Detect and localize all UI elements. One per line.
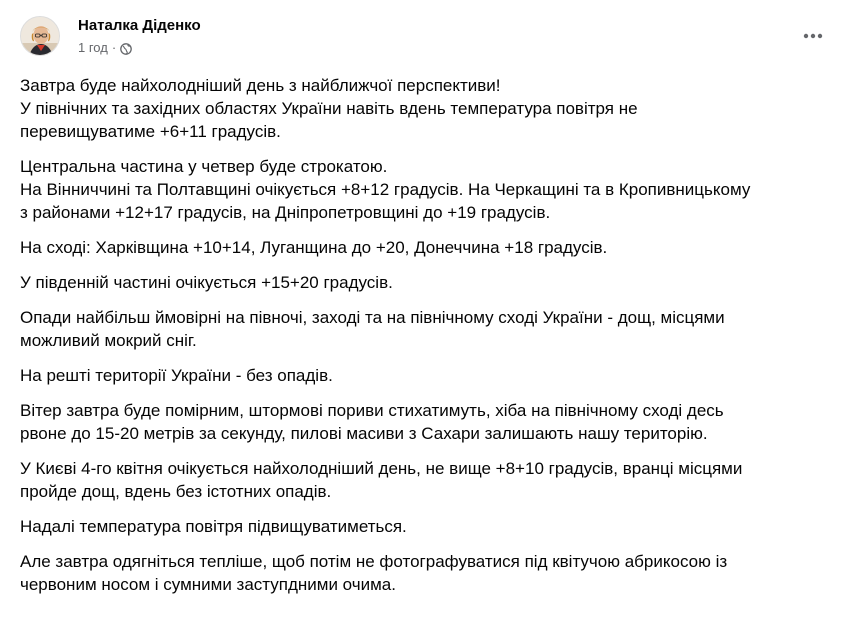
paragraph bbox=[20, 271, 840, 294]
avatar[interactable] bbox=[20, 16, 60, 56]
paragraph bbox=[20, 399, 840, 445]
text-line: На сході: Харківщина +10+14, Луганщина до +20, Донеччина +18 градусів. bbox=[20, 238, 608, 257]
paragraph bbox=[20, 74, 840, 143]
text-line: пройде дощ, вдень без істотних опадів. bbox=[20, 482, 332, 501]
text-line: з районами +12+17 градусів, на Дніпропетровщині до +19 градусів. bbox=[20, 203, 551, 222]
text-line: У південній частині очікується +15+20 градусів. bbox=[20, 273, 393, 292]
globe-icon[interactable] bbox=[120, 42, 132, 54]
text-line: Центральна частина у четвер буде строкатою. bbox=[20, 157, 388, 176]
paragraph bbox=[20, 155, 840, 224]
text-line: На решті території України - без опадів. bbox=[20, 366, 333, 385]
text-line: можливий мокрий сніг. bbox=[20, 331, 197, 350]
paragraph bbox=[20, 236, 840, 259]
post-subline bbox=[78, 39, 201, 57]
separator-dot: · bbox=[111, 39, 117, 55]
paragraph bbox=[20, 515, 840, 538]
text-line: Надалі температура повітря підвищуватиметься. bbox=[20, 517, 407, 536]
text-line: Опади найбільш ймовірні на півночі, заході та на північному сході України - дощ, місцями bbox=[20, 308, 725, 327]
paragraph bbox=[20, 306, 840, 352]
text-line: У Києві 4-го квітня очікується найхолодніший день, не вище +8+10 градусів, вранці місцями bbox=[20, 459, 743, 478]
text-line: Вітер завтра буде помірним, штормові пориви стихатимуть, хіба на північному сході десь bbox=[20, 401, 724, 420]
post-text bbox=[20, 74, 840, 608]
avatar-image bbox=[21, 17, 60, 56]
post-timestamp[interactable]: 1 год bbox=[78, 39, 108, 55]
post-header bbox=[20, 10, 201, 62]
paragraph bbox=[20, 550, 840, 596]
text-line: червоним носом і сумними заступдними очима. bbox=[20, 575, 396, 594]
text-line: перевищуватиме +6+11 градусів. bbox=[20, 122, 281, 141]
author-name[interactable]: Наталка Діденко bbox=[78, 16, 201, 34]
more-options-button[interactable] bbox=[795, 18, 831, 54]
more-options-icon bbox=[803, 33, 823, 39]
post-meta bbox=[78, 16, 201, 57]
text-line: У північних та західних областях України навіть вдень температура повітря не bbox=[20, 99, 638, 118]
text-line: рвоне до 15-20 метрів за секунду, пилові масиви з Сахари залишають нашу територію. bbox=[20, 424, 708, 443]
text-line: Але завтра одягніться тепліше, щоб потім не фотографуватися під квітучою абрикосою із bbox=[20, 552, 728, 571]
text-line: На Вінниччині та Полтавщині очікується +8+12 градусів. На Черкащині та в Кропивницькому bbox=[20, 180, 751, 199]
paragraph bbox=[20, 364, 840, 387]
paragraph bbox=[20, 457, 840, 503]
text-line: Завтра буде найхолодніший день з найближчої перспективи! bbox=[20, 76, 501, 95]
